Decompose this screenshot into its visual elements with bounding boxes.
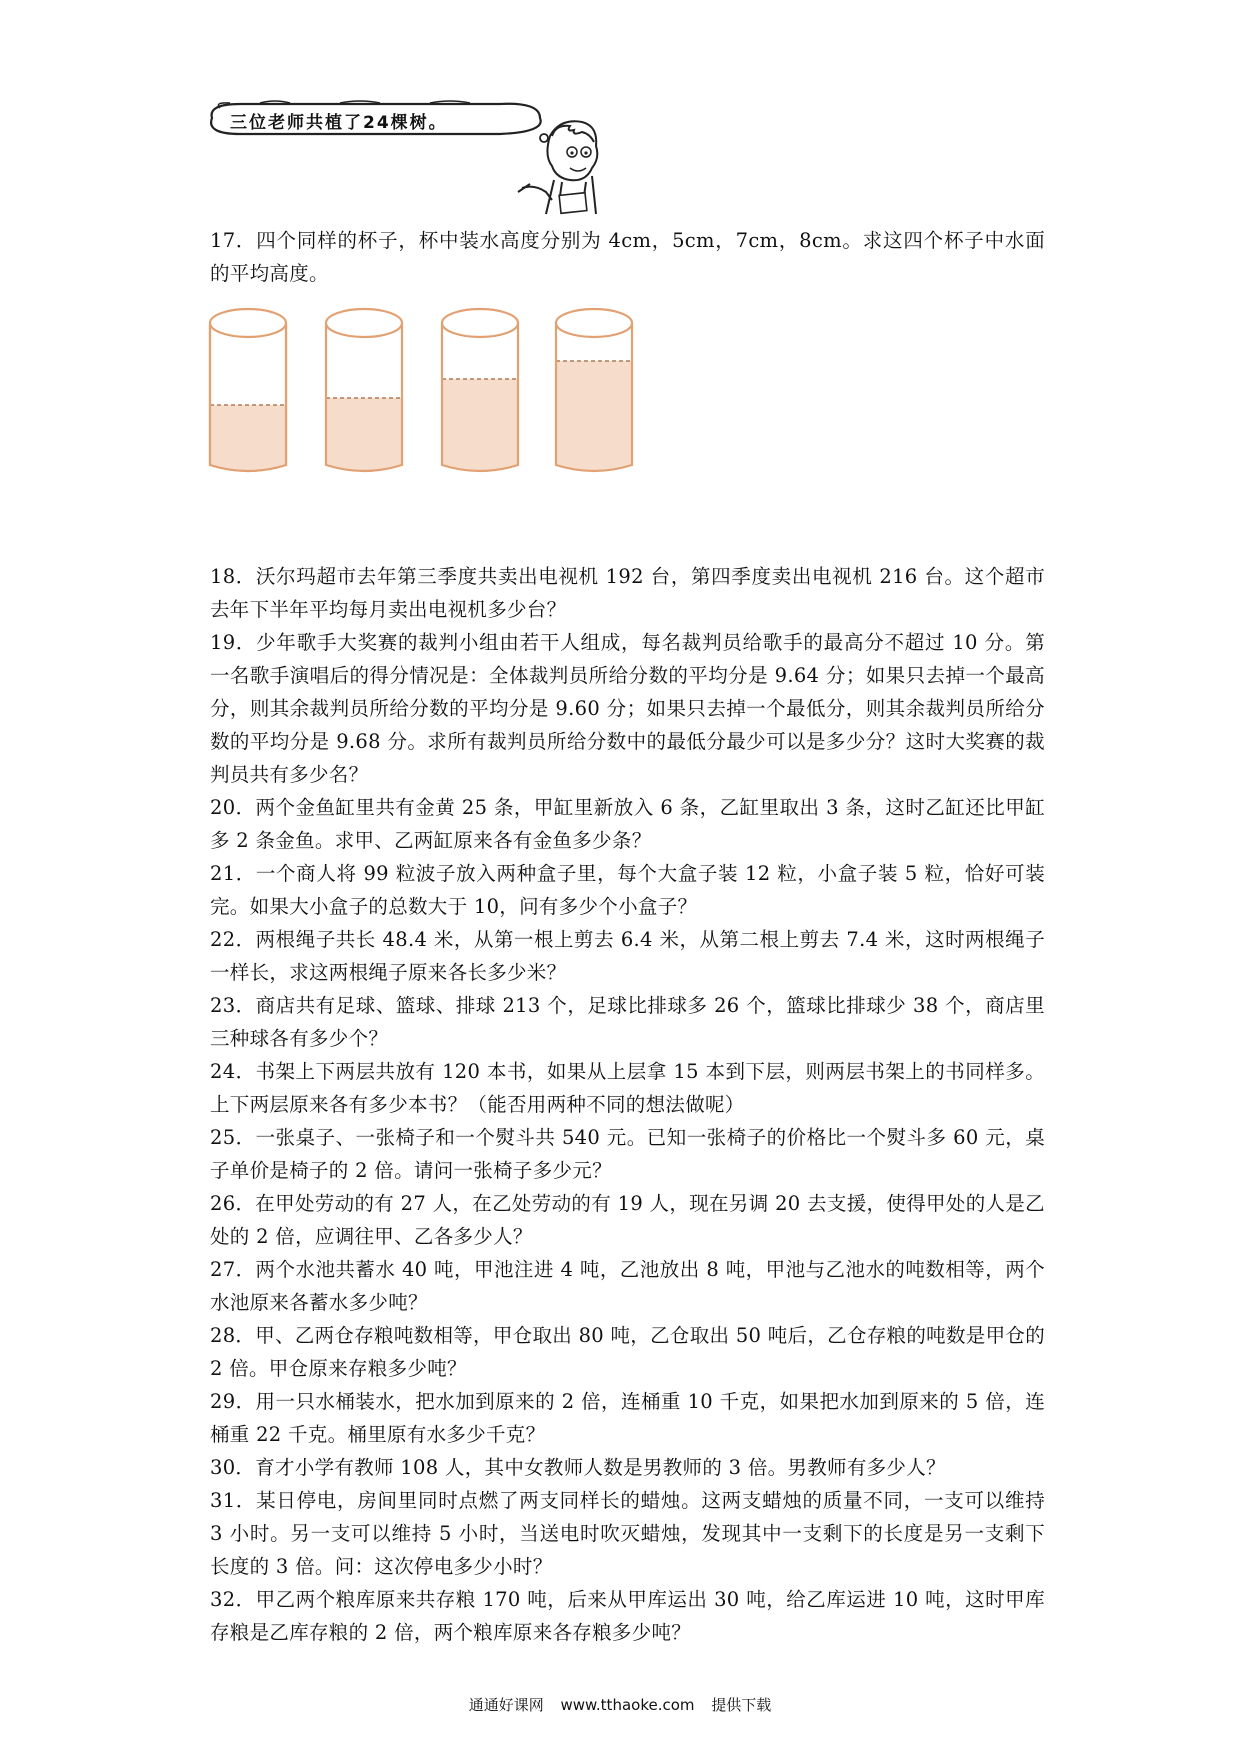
speech-bubble-text: 三位老师共植了24棵树。 xyxy=(230,113,448,133)
footer-note: 提供下载 xyxy=(711,1696,772,1714)
problem-22: 22．两根绳子共长 48.4 米，从第一根上剪去 6.4 米，从第二根上剪去 7.4 米，这时两根绳子一样长，求这两根绳子原来各长多少米？ xyxy=(210,928,1045,984)
problem-28: 28．甲、乙两仓存粮吨数相等，甲仓取出 80 吨，乙仓取出 50 吨后，乙仓存粮的吨数是甲仓的 2 倍。甲仓原来存粮多少吨？ xyxy=(210,1324,1045,1380)
problem-17: 17．四个同样的杯子，杯中装水高度分别为 4cm，5cm，7cm，8cm。求这四个杯子中水面的平均高度。 xyxy=(210,229,1045,285)
cup-2-icon xyxy=(326,309,402,471)
problem-24: 24．书架上下两层共放有 120 本书，如果从上层拿 15 本到下层，则两层书架上的书同样多。上下两层原来各有多少本书？（能否用两种不同的想法做呢） xyxy=(210,1060,1045,1116)
page-footer xyxy=(0,1694,1240,1715)
problem-27: 27．两个水池共蓄水 40 吨，甲池注进 4 吨，乙池放出 8 吨，甲池与乙池水的吨数相等，两个水池原来各蓄水多少吨？ xyxy=(210,1258,1045,1314)
problem-20: 20．两个金鱼缸里共有金黄 25 条，甲缸里新放入 6 条，乙缸里取出 3 条，这时乙缸还比甲缸多 2 条金鱼。求甲、乙两缸原来各有金鱼多少条？ xyxy=(210,796,1045,852)
cup-3-icon xyxy=(442,309,518,471)
problem-26: 26．在甲处劳动的有 27 人，在乙处劳动的有 19 人，现在另调 20 去支援，使得甲处的人是乙处的 2 倍，应调往甲、乙各多少人？ xyxy=(210,1192,1045,1248)
footer-site-name: 通通好课网 xyxy=(468,1696,544,1714)
cup-1-icon xyxy=(210,309,286,471)
problem-21: 21．一个商人将 99 粒波子放入两种盒子里，每个大盒子装 12 粒，小盒子装 5 粒，恰好可装完。如果大小盒子的总数大于 10，问有多少个小盒子？ xyxy=(210,862,1045,918)
problem-31: 31．某日停电，房间里同时点燃了两支同样长的蜡烛。这两支蜡烛的质量不同，一支可以维持 3 小时。另一支可以维持 5 小时，当送电时吹灭蜡烛，发现其中一支剩下的长度是另一支剩下长度的 3 倍。问：这次停电多少小时？ xyxy=(210,1489,1045,1578)
teacher-illustration xyxy=(200,96,600,216)
cup-4-icon xyxy=(556,309,632,471)
cups-drawing xyxy=(208,305,658,475)
problem-30: 30．育才小学有教师 108 人，其中女教师人数是男教师的 3 倍。男教师有多少人？ xyxy=(210,1456,946,1479)
problem-19: 19．少年歌手大奖赛的裁判小组由若干人组成，每名裁判员给歌手的最高分不超过 10 分。第一名歌手演唱后的得分情况是：全体裁判员所给分数的平均分是 9.64 分；如果只去掉一个最高分，则其余裁判员所给分数的平均分是 9.60 分；如果只去掉一个最低分，则其余裁判员所给分数的平均分是 9.68 分。求所有裁判员所给分数中的最低分最少可以是多少分？这时大奖赛的裁判员共有多少名？ xyxy=(210,631,1045,786)
problem-18: 18．沃尔玛超市去年第三季度共卖出电视机 192 台，第四季度卖出电视机 216 台。这个超市去年下半年平均每月卖出电视机多少台？ xyxy=(210,565,1045,621)
problem-23: 23．商店共有足球、篮球、排球 213 个，足球比排球多 26 个，篮球比排球少 38 个，商店里三种球各有多少个？ xyxy=(210,994,1045,1050)
problem-25: 25．一张桌子、一张椅子和一个熨斗共 540 元。已知一张椅子的价格比一个熨斗多 60 元，桌子单价是椅子的 2 倍。请问一张椅子多少元？ xyxy=(210,1126,1045,1182)
four-cups-figure xyxy=(208,305,658,475)
footer-url[interactable]: www.tthaoke.com xyxy=(560,1696,695,1714)
problem-32: 32．甲乙两个粮库原来共存粮 170 吨，后来从甲库运出 30 吨，给乙库运进 10 吨，这时甲库存粮是乙库存粮的 2 倍，两个粮库原来各存粮多少吨？ xyxy=(210,1588,1045,1644)
problem-29: 29．用一只水桶装水，把水加到原来的 2 倍，连桶重 10 千克，如果把水加到原来的 5 倍，连桶重 22 千克。桶里原有水多少千克？ xyxy=(210,1390,1045,1446)
